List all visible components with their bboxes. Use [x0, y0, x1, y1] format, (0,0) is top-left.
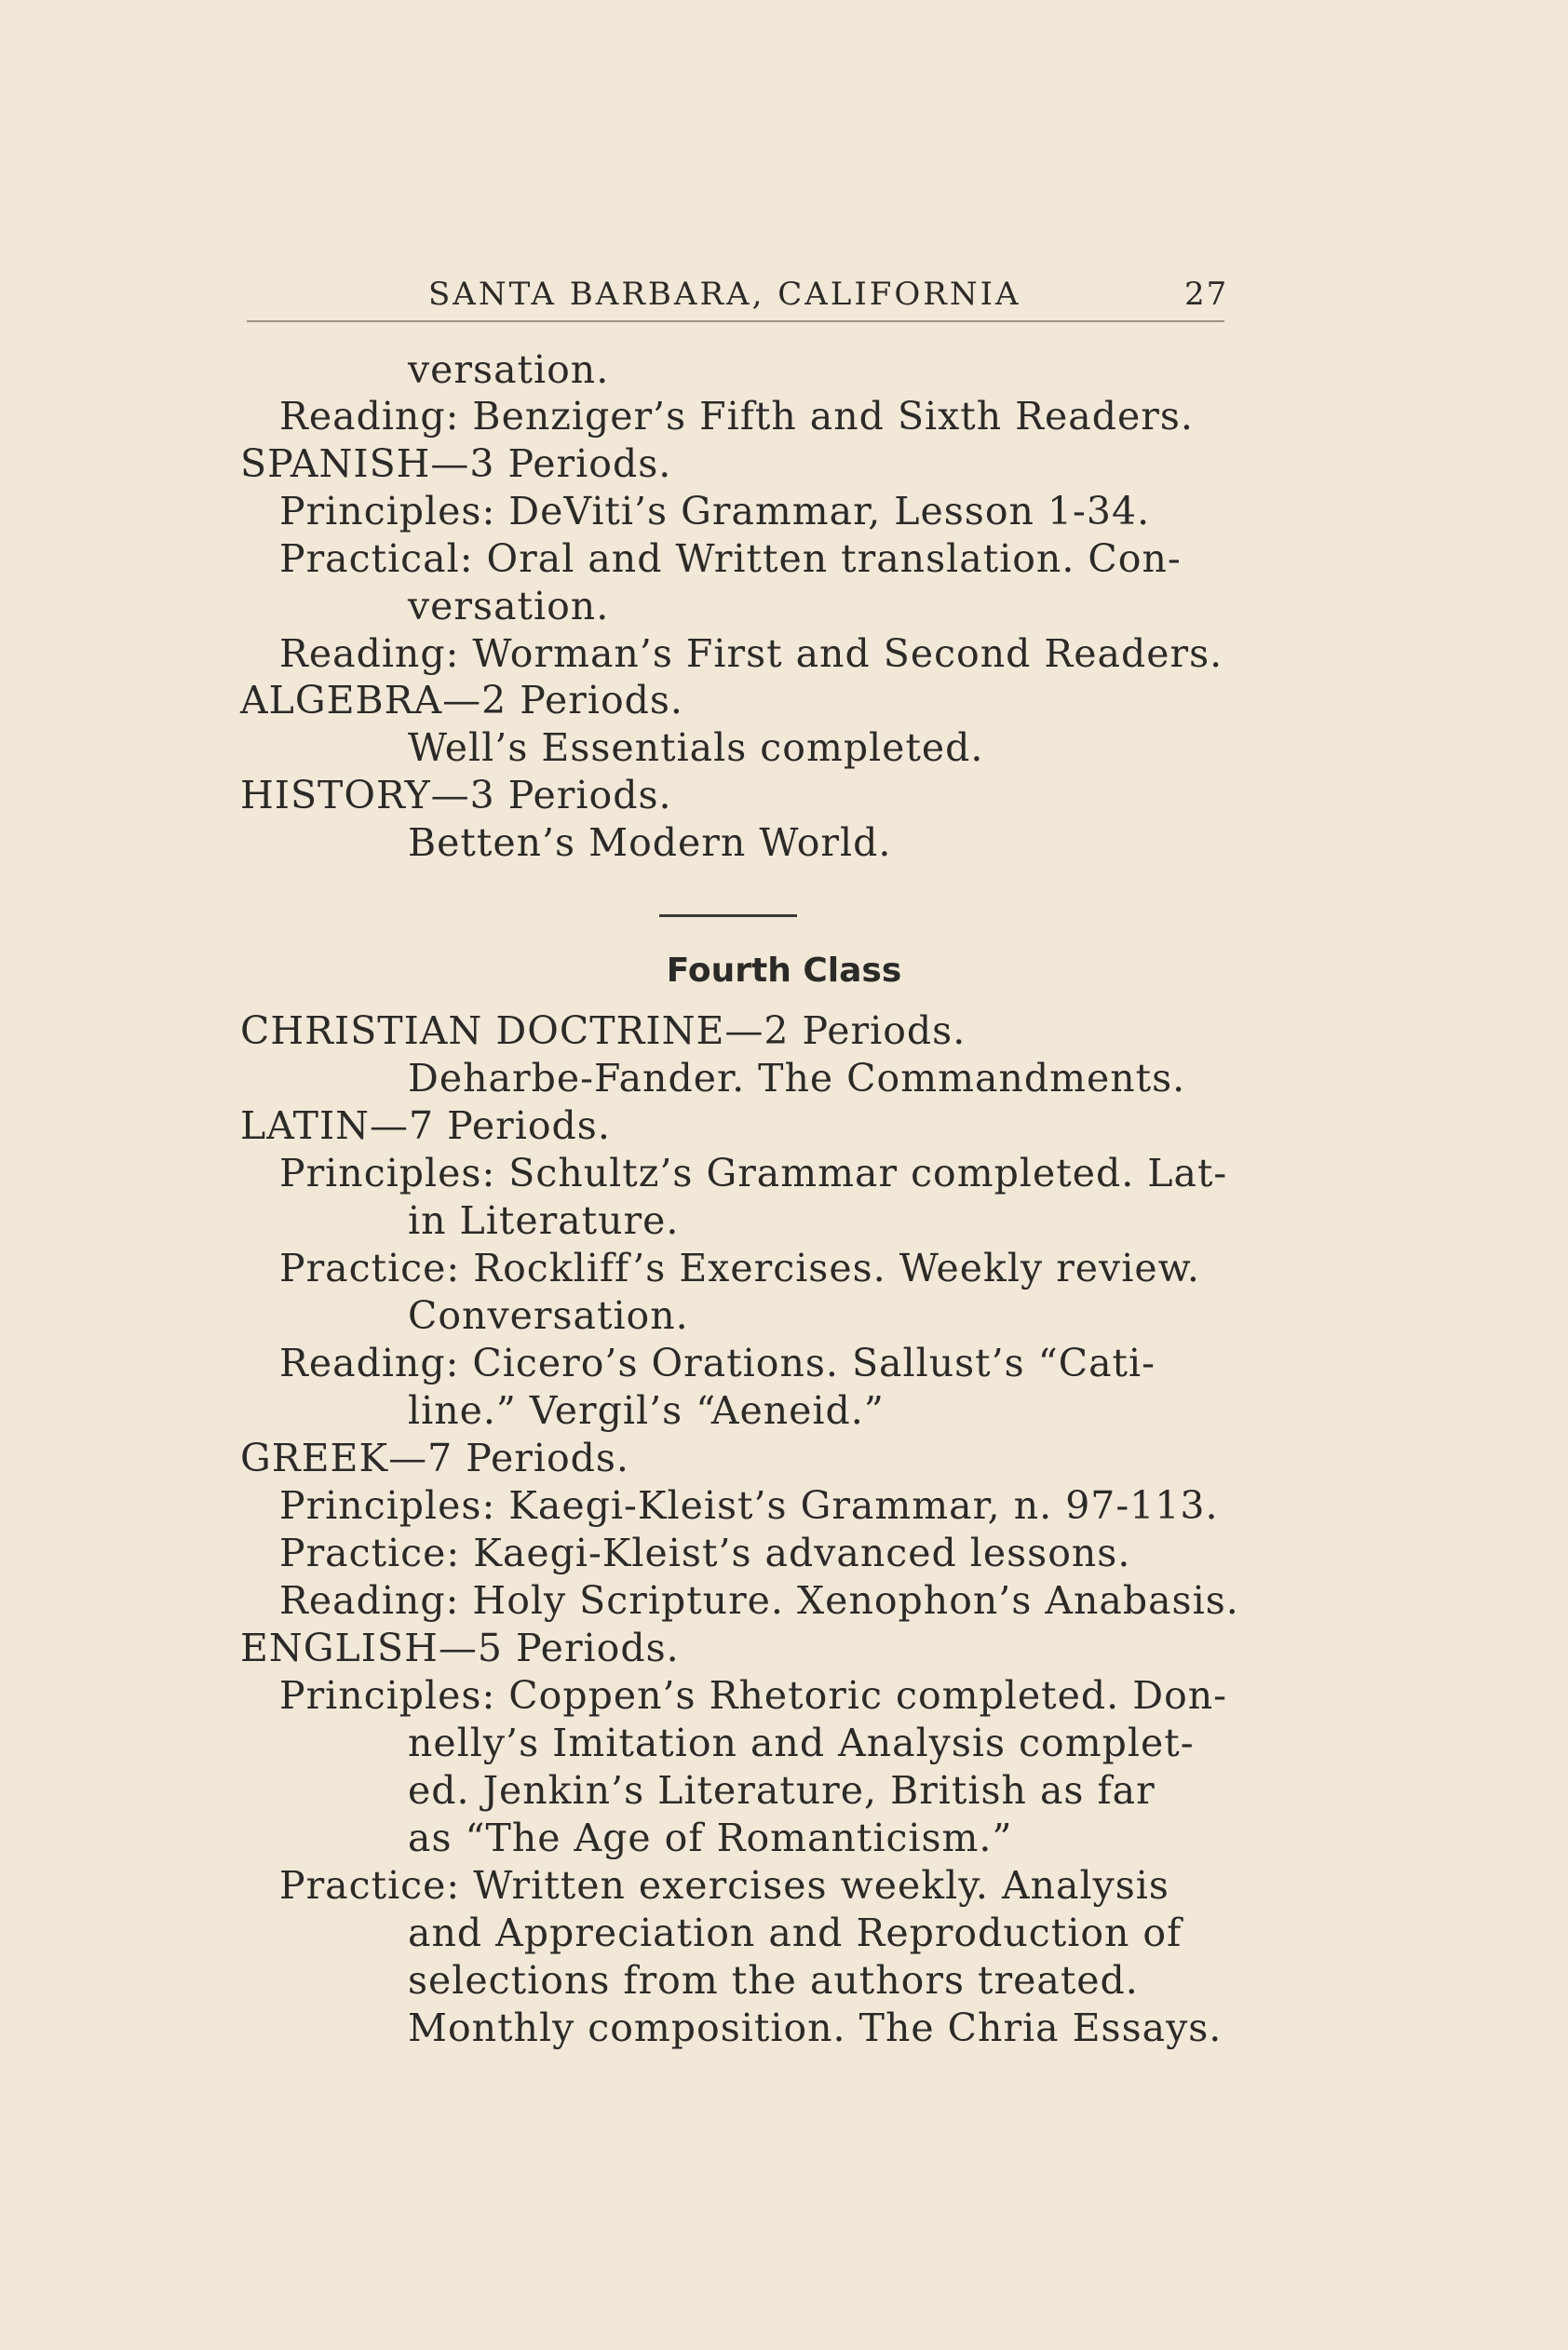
text-line: Reading: Cicero’s Orations. Sallust’s “Cati- — [279, 1341, 1156, 1385]
text-line: Principles: DeViti’s Grammar, Lesson 1-34. — [279, 489, 1151, 533]
text-line: Practice: Written exercises weekly. Analysis — [279, 1863, 1169, 1908]
text-line: Reading: Benziger’s Fifth and Sixth Readers. — [279, 394, 1194, 439]
subject-heading: CHRISTIAN DOCTRINE—2 Periods. — [240, 1008, 966, 1053]
text-line: Well’s Essentials completed. — [408, 725, 984, 770]
text-line: versation. — [408, 584, 610, 628]
subject-heading: ENGLISH—5 Periods. — [240, 1626, 680, 1670]
subject-heading: HISTORY—3 Periods. — [240, 773, 672, 817]
text-line: Practice: Kaegi-Kleist’s advanced lessons. — [279, 1531, 1131, 1575]
text-line: ed. Jenkin’s Literature, British as far — [408, 1768, 1156, 1813]
text-line: versation. — [408, 347, 610, 392]
text-line: in Literature. — [408, 1198, 680, 1243]
text-line: Principles: Coppen’s Rhetoric completed. Don- — [279, 1673, 1228, 1718]
text-line: nelly’s Imitation and Analysis complet- — [408, 1721, 1195, 1765]
text-line: Practice: Rockliff’s Exercises. Weekly review. — [279, 1246, 1200, 1290]
text-line: line.” Vergil’s “Aeneid.” — [408, 1388, 885, 1433]
text-line: Principles: Schultz’s Grammar completed. Lat- — [279, 1151, 1228, 1195]
text-line: selections from the authors treated. — [408, 1958, 1139, 2003]
text-line: as “The Age of Romanticism.” — [408, 1816, 1013, 1860]
text-line: Reading: Holy Scripture. Xenophon’s Anabasis. — [279, 1578, 1239, 1623]
subject-heading: LATIN—7 Periods. — [240, 1103, 611, 1148]
subject-heading: GREEK—7 Periods. — [240, 1436, 629, 1480]
section-heading: Fourth Class — [666, 952, 902, 990]
subject-heading: SPANISH—3 Periods. — [240, 441, 672, 486]
text-line: Principles: Kaegi-Kleist’s Grammar, n. 97-113. — [279, 1483, 1219, 1528]
running-head: SANTA BARBARA, CALIFORNIA — [428, 276, 1021, 313]
section-divider — [659, 914, 797, 917]
text-line: Reading: Worman’s First and Second Readers. — [279, 631, 1223, 676]
page-number: 27 — [1184, 276, 1229, 313]
text-line: Deharbe-Fander. The Commandments. — [408, 1056, 1186, 1101]
text-line: Practical: Oral and Written translation. Con- — [279, 536, 1182, 581]
text-line: Betten’s Modern World. — [408, 820, 892, 865]
text-line: Monthly composition. The Chria Essays. — [408, 2006, 1223, 2050]
subject-heading: ALGEBRA—2 Periods. — [240, 678, 683, 723]
text-line: Conversation. — [408, 1293, 689, 1338]
text-line: and Appreciation and Reproduction of — [408, 1911, 1183, 1955]
